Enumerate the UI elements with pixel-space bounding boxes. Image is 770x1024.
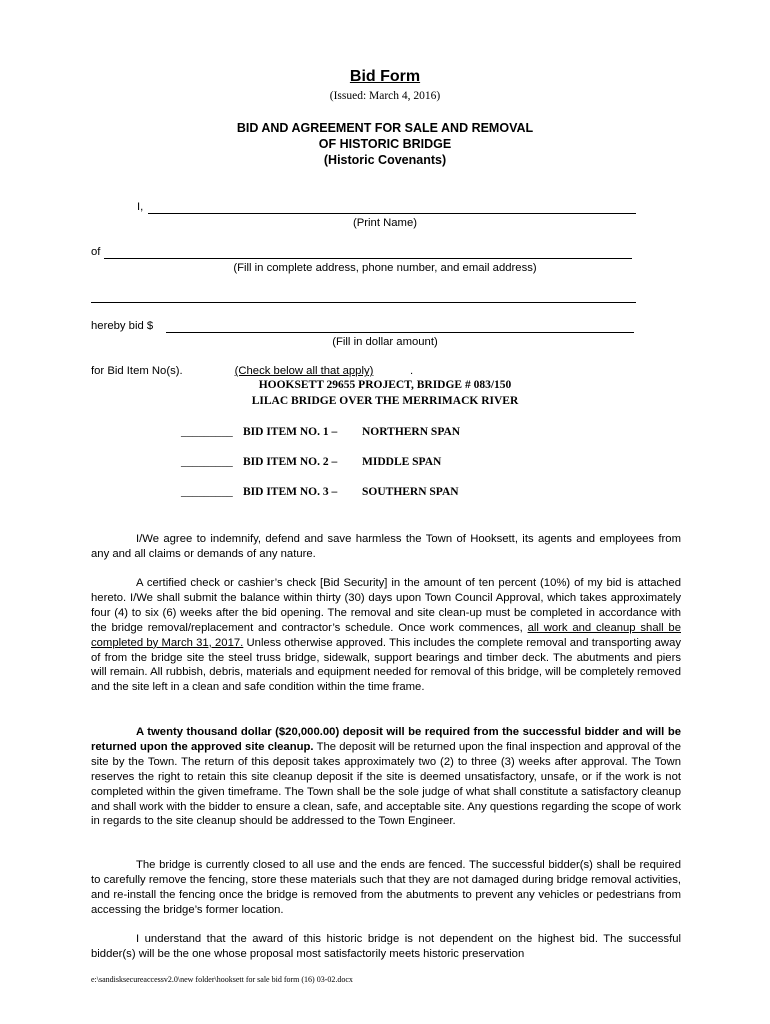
issued-date: (Issued: March 4, 2016) — [329, 90, 441, 102]
address-field-line-2[interactable] — [91, 302, 636, 303]
heading-line-2: OF HISTORIC BRIDGE — [318, 137, 452, 151]
bid-item-label: for Bid Item No(s). — [91, 365, 183, 377]
bid-item-2-span: MIDDLE SPAN — [362, 456, 442, 468]
name-caption: (Print Name) — [352, 217, 418, 229]
bid-security-text-a: A certified check or cashier’s check [Bid Security] in the amount of ten percent (10%) of my bid is attached hereto. I/We shall submit the balance within thirty (30) days upon Town Council Approval, which takes approximately four (4) to six (6) weeks after the bid opening. The removal and site clean-up must be completed in accordance with the bridge removal/replacement and contractor’s schedule. Once work commences, — [91, 577, 681, 634]
bid-amount-field[interactable] — [166, 332, 634, 333]
project-line-2: LILAC BRIDGE OVER THE MERRIMACK RIVER — [251, 395, 519, 407]
indemnify-paragraph — [91, 532, 681, 562]
address-field[interactable] — [104, 258, 632, 259]
completion-deadline-text: all work and cleanup shall be completed by March 31, 2017. — [91, 621, 681, 649]
bid-security-text-b: Unless otherwise approved. This includes the complete removal and transporting away of from the bridge site the steel truss bridge, sidewalk, support bearings and timber deck. The abutments and piers will remain. All rubbish, debris, materials and equipment needed for removal of this bridge, will be completely removed and the site left in a clean and safe condition within the time frame. — [91, 636, 682, 694]
bid-item-1-blank[interactable]: _________ — [181, 426, 233, 438]
heading-line-3: (Historic Covenants) — [323, 153, 447, 167]
project-line-1: HOOKSETT 29655 PROJECT, BRIDGE # 083/150 — [258, 379, 512, 391]
indemnify-text: I/We agree to indemnify, defend and save harmless the Town of Hooksett, its agents and employees from any and all claims or demands of any nature. — [91, 533, 681, 560]
bid-item-end: . — [410, 365, 414, 377]
deposit-text: The deposit will be returned upon the final inspection and approval of the site by the Town. The return of this deposit takes approximately two (2) to three (3) weeks after approval. The Town reserves the right to retain this site cleanup deposit if the site is deemed unsatisfactory, unsafe, or if the work is not completed within the given timeframe. The Town shall be the sole judge of what shall constitute a satisfactory cleanup and shall work with the bidder to ensure a clean, safe, and acceptable site. Any questions regarding the scope of work in regards to the site cleanup should be addressed to the Town Engineer. — [91, 740, 681, 828]
award-paragraph — [91, 932, 681, 962]
deposit-paragraph — [91, 725, 681, 829]
bridge-closed-text: The bridge is currently closed to all use and the ends are fenced. The successful bidder(s) shall be required to carefully remove the fencing, store these materials such that they are not damaged during bridge removal activities, and re-install the fencing once the bridge is removed from the abutments to prevent any vehicles or pedestrians from accessing the bridge’s former location. — [91, 859, 681, 916]
bid-caption: (Fill in dollar amount) — [332, 336, 438, 348]
bid-item-3-blank[interactable]: _________ — [181, 486, 233, 498]
bid-item-2-label: BID ITEM NO. 2 – — [243, 456, 338, 468]
heading-line-1: BID AND AGREEMENT FOR SALE AND REMOVAL — [236, 121, 534, 135]
name-field[interactable] — [148, 213, 636, 214]
page-title: Bid Form — [349, 68, 421, 85]
bid-item-1-label: BID ITEM NO. 1 – — [243, 426, 338, 438]
address-prefix: of — [91, 246, 101, 258]
deposit-bold-text: A twenty thousand dollar ($20,000.00) deposit will be required from the successful bidder and will be returned upon the approved site cleanup. — [91, 726, 681, 753]
bid-item-2-blank[interactable]: _________ — [181, 456, 233, 468]
bridge-closed-paragraph — [91, 858, 681, 918]
bid-item-3-span: SOUTHERN SPAN — [362, 486, 459, 498]
award-text: I understand that the award of this historic bridge is not dependent on the highest bid. The successful bidder(s) will be the one whose proposal most satisfactorily meets historic preservation — [91, 933, 681, 960]
bid-prefix: hereby bid $ — [91, 320, 154, 332]
footer-file-path: e:\sandisksecureaccessv2.0\new folder\hooksett for sale bid form (16) 03-02.docx — [91, 975, 353, 984]
bid-item-3-label: BID ITEM NO. 3 – — [243, 486, 338, 498]
bid-item-1-span: NORTHERN SPAN — [362, 426, 461, 438]
bid-security-paragraph — [91, 576, 681, 695]
address-caption: (Fill in complete address, phone number, and email address) — [233, 262, 537, 274]
bid-item-note: (Check below all that apply) — [234, 365, 374, 377]
name-prefix: I, — [137, 201, 144, 213]
